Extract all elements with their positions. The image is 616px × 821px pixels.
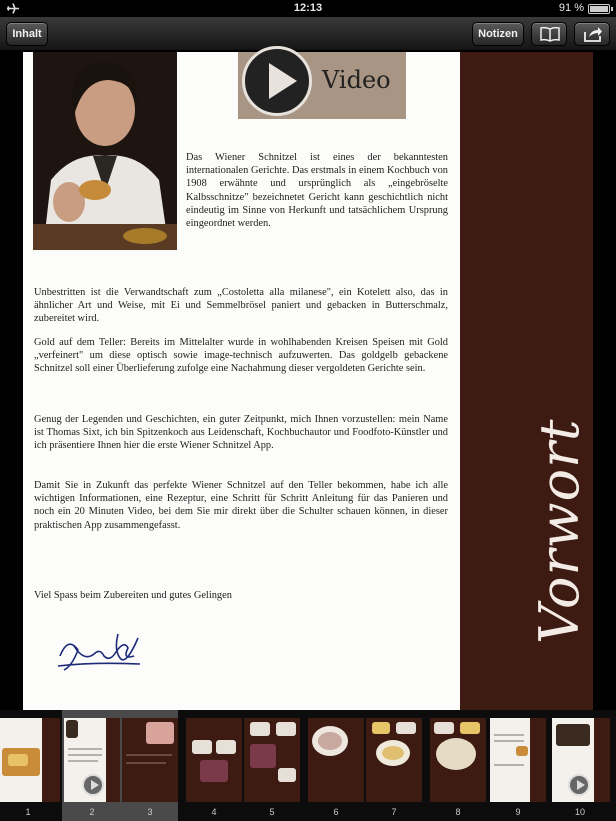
chef-portrait [33, 52, 177, 250]
inhalt-button[interactable]: Inhalt [6, 22, 48, 46]
page-number: 4 [211, 807, 217, 817]
status-bar [0, 0, 616, 17]
page-thumbnail-strip [0, 710, 616, 821]
paragraph-app: Damit Sie in Zukunft das perfekte Wiener Schnitzel auf den Teller bekommen, habe ich alle wichtigen Informationen, eine Rezeptur, eine Schritt für Schritt Anleitung für das Panieren und noch ein 20 Minuten Video, bei dem Sie mir direkt über die Schulter schauen können, in dieser praktischen App zusammengefasst. [34, 480, 448, 531]
notizen-button[interactable]: Notizen [472, 22, 524, 46]
page-number: 6 [333, 807, 339, 817]
paragraph-costoletta: Unbestritten ist die Verwandtschaft zum „Costoletta alla milanese", ein Kotelett also, das in ähnlicher Art und Weise, mit Ei und Semmelbrösel paniert und gebacken in Butterschmalz, zubereitet wird. [34, 287, 448, 325]
thumbnail-page-9[interactable] [490, 718, 546, 802]
signature [54, 626, 144, 678]
top-toolbar [0, 17, 616, 51]
share-button[interactable] [574, 22, 610, 46]
status-time: 12:13 [293, 2, 323, 14]
page-number: 9 [515, 807, 521, 817]
book-icon [540, 26, 560, 42]
battery-percent: 91 % [558, 2, 584, 14]
thumbnail-page-5[interactable] [244, 718, 300, 802]
page-number: 1 [25, 807, 31, 817]
paragraph-gold: Gold auf dem Teller: Bereits im Mittelalter wurde in wohlhabenden Kreisen Speisen mit Gold „verfeinert" um diese optisch sowie image-technisch aufzuwerten. Das goldgelb gebackene Schnitzel soll einer Überlieferung zufolge eine Nachahmung dieser vergoldeten Gerichte sein. [34, 337, 448, 375]
page-number: 10 [574, 807, 585, 817]
page-number: 5 [269, 807, 275, 817]
thumbnail-page-10[interactable] [552, 718, 610, 802]
play-icon [242, 46, 312, 116]
side-title: Vorwort [528, 418, 591, 644]
thumbnail-page-4[interactable] [186, 718, 242, 802]
thumbnail-page-7[interactable] [366, 718, 422, 802]
thumbnail-page-2[interactable] [64, 718, 120, 802]
page-number: 8 [455, 807, 461, 817]
video-label: Video [322, 66, 391, 94]
share-icon [583, 26, 603, 42]
page-number: 7 [391, 807, 397, 817]
bookmarks-button[interactable] [531, 22, 567, 46]
intro-paragraph: Das Wiener Schnitzel ist eines der bekanntesten internationalen Gerichte. Das erstmals in einem Kochbuch von 1908 erwähnte und ursprünglich als „eingebröselte Kalbsschnitze" bezeichnetet Gericht kann geschichtlich nicht eindeutig im Sinne von Herkunft und tatsächlichem Ursprung eingeordnet werden. [186, 152, 448, 230]
page-number: 3 [147, 807, 153, 817]
video-button[interactable] [238, 52, 406, 119]
closing-line: Viel Spass beim Zubereiten und gutes Gelingen [34, 590, 232, 601]
paragraph-introduction: Genug der Legenden und Geschichten, ein guter Zeitpunkt, mich Ihnen vorzustellen: mein Name ist Thomas Sixt, ich bin Spitzenkoch aus Leidenschaft, Kochbuchautor und Foodfoto-Künstler und ich präsentiere Ihnen hier die erste Wiener Schnitzel App. [34, 414, 448, 452]
thumbnail-page-1[interactable] [0, 718, 60, 802]
thumbnail-page-3[interactable] [122, 718, 178, 802]
page-number: 2 [89, 807, 95, 817]
thumbnail-page-8[interactable] [430, 718, 486, 802]
book-page[interactable] [0, 52, 616, 710]
thumbnail-page-6[interactable] [308, 718, 364, 802]
battery-icon [588, 4, 610, 14]
